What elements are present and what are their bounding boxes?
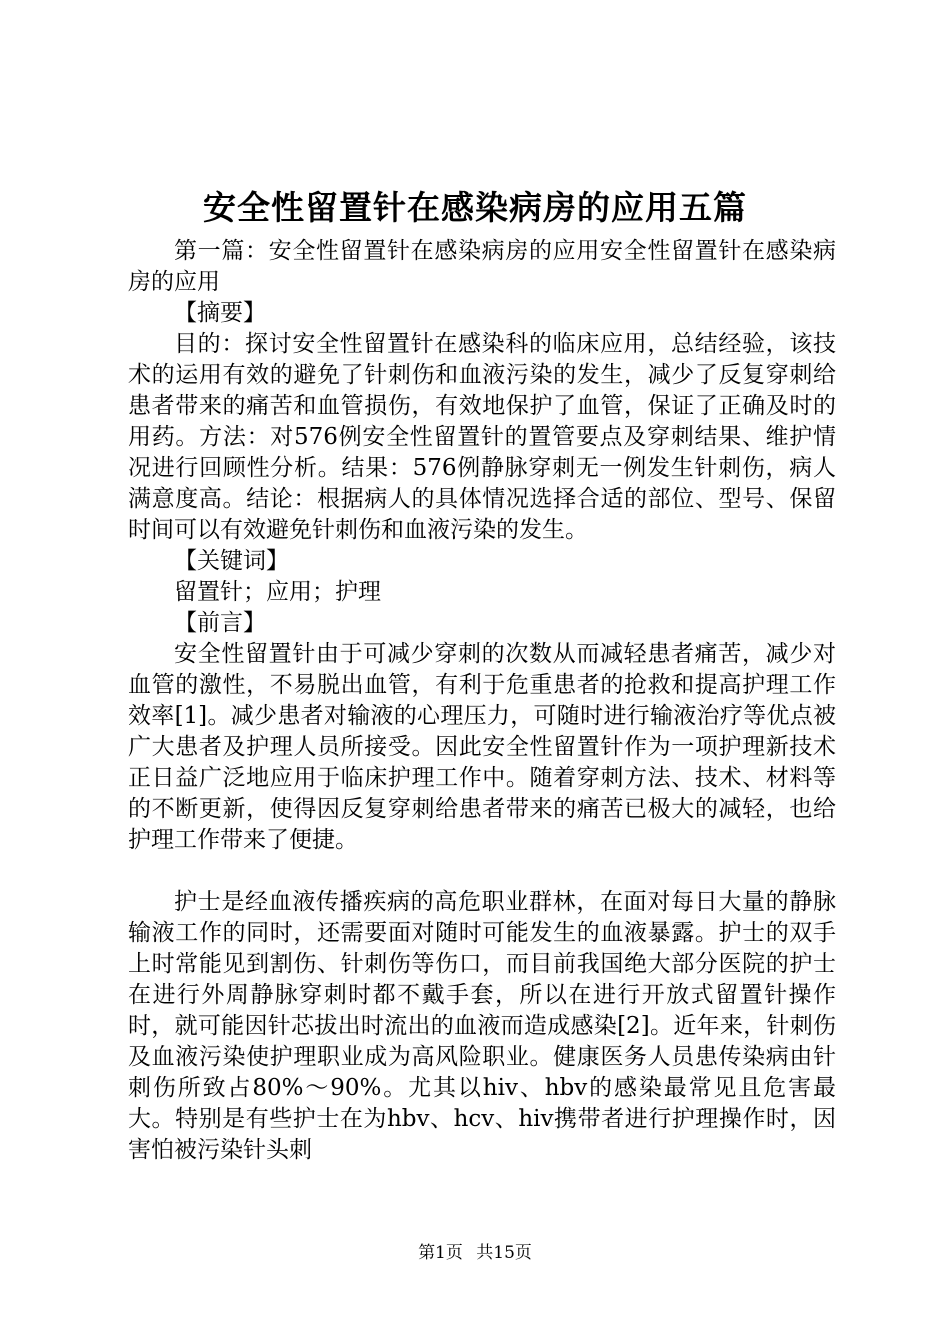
abstract-label: 【摘要】 [174, 300, 266, 326]
paragraph-spacer [128, 856, 836, 887]
nurses-paragraph: 护士是经血液传播疾病的高危职业群林，在面对每日大量的静脉输液工作的同时，还需要面对随时可能发生的血液暴露。护士的双手上时常能见到割伤、针刺伤等伤口，而目前我国绝大部分医院的护士在进行外周静脉穿刺时都不戴手套，所以在进行开放式留置针操作时，就可能因针芯拔出时流出的血液而造成感染[2]。近年来，针刺伤及血液污染使护理职业成为高风险职业。健康医务人员患传染病由针刺伤所致占80%～90%。尤其以hiv、hbv的感染最常见且危害最大。特别是有些护士在为hbv、hcv、hiv携带者进行护理操作时，因害怕被污染针头刺 [128, 889, 836, 1163]
preface-label: 【前言】 [174, 610, 266, 636]
intro-paragraph: 第一篇：安全性留置针在感染病房的应用安全性留置针在感染病房的应用 [128, 238, 836, 295]
preface-paragraph: 安全性留置针由于可减少穿刺的次数从而减轻患者痛苦，减少对血管的激性，不易脱出血管，有利于危重患者的抢救和提高护理工作效率[1]。减少患者对输液的心理压力，可随时进行输液治疗等优点被广大患者及护理人员所接受。因此安全性留置针作为一项护理新技术正日益广泛地应用于临床护理工作中。随着穿刺方法、技术、材料等的不断更新，使得因反复穿刺给患者带来的痛苦已极大的减轻，也给护理工作带来了便捷。 [128, 641, 836, 853]
keywords-label: 【关键词】 [174, 548, 289, 574]
keywords-paragraph: 留置针；应用；护理 [174, 579, 381, 605]
document-title: 安全性留置针在感染病房的应用五篇 [203, 188, 747, 227]
page-footer [0, 1242, 950, 1264]
abstract-paragraph: 目的：探讨安全性留置针在感染科的临床应用，总结经验，该技术的运用有效的避免了针刺伤和血液污染的发生，减少了反复穿刺给患者带来的痛苦和血管损伤，有效地保护了血管，保证了正确及时的用药。方法：对576例安全性留置针的置管要点及穿刺结果、维护情况进行回顾性分析。结果：576例静脉穿刺无一例发生针刺伤，病人满意度高。结论：根据病人的具体情况选择合适的部位、型号、保留时间可以有效避免针刺伤和血液污染的发生。 [128, 331, 836, 543]
page-number: 第1页 [418, 1243, 463, 1263]
page-total: 共15页 [476, 1243, 532, 1263]
document-body [128, 236, 836, 1166]
